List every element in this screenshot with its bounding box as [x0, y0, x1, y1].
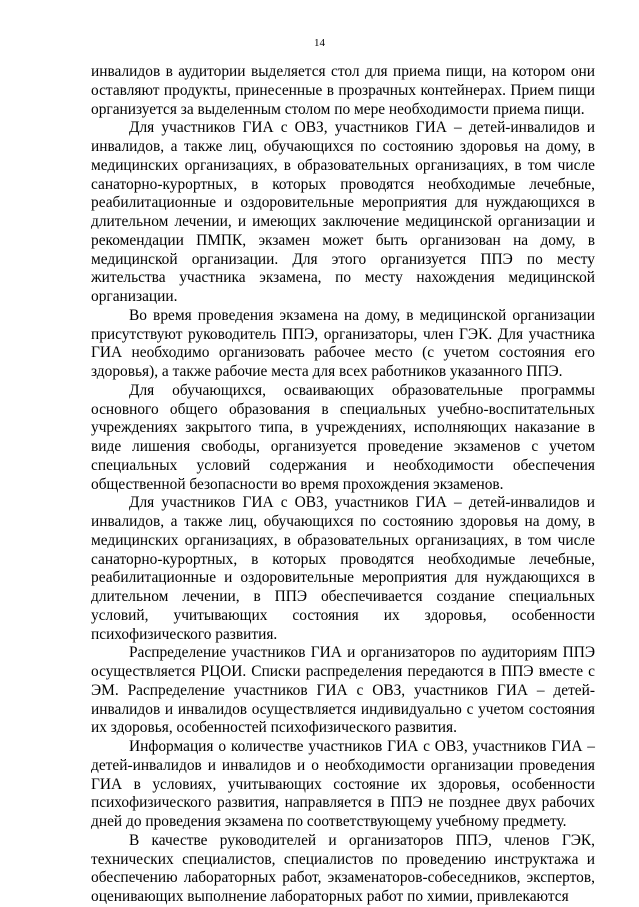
- document-body: [91, 63, 595, 907]
- paragraph-1: инвалидов в аудитории выделяется стол для приема пищи, на котором они оставляют продукты, принесенные в прозрачных контейнерах. Прием пищи организуется за выделенным столом по мере необходимости приема пищи.: [91, 63, 595, 118]
- paragraph-6: Распределение участников ГИА и организаторов по аудиториям ППЭ осуществляется РЦОИ. Списки распределения передаются в ППЭ вместе с ЭМ. Распределение участников ГИА с ОВЗ, участников ГИА – детей-инвалидов и инвалидов осуществляется индивидуально с учетом состояния их здоровья, особенностей психофизического развития.: [91, 644, 595, 737]
- paragraph-8: В качестве руководителей и организаторов ППЭ, членов ГЭК, технических специалистов, специалистов по проведению инструктажа и обеспечению лабораторных работ, экзаменаторов-собеседников, экспертов, оценивающих выполнение лабораторных работ по химии, привлекаются: [91, 831, 595, 905]
- page-number: 14: [314, 37, 325, 49]
- paragraph-3: Во время проведения экзамена на дому, в медицинской организации присутствуют руководитель ППЭ, организаторы, член ГЭК. Для участника ГИА необходимо организовать рабочее место (с учетом состояния его здоровья), а также рабочие места для всех работников указанного ППЭ.: [91, 306, 595, 380]
- paragraph-7: Информация о количестве участников ГИА с ОВЗ, участников ГИА – детей-инвалидов и инвалидов и о необходимости организации проведения ГИА в условиях, учитывающих состояние их здоровья, особенности психофизического развития, направляется в ППЭ не позднее двух рабочих дней до проведения экзамена по соответствующему учебному предмету.: [91, 738, 595, 830]
- paragraph-2: Для участников ГИА с ОВЗ, участников ГИА – детей-инвалидов и инвалидов, а также лиц, обучающихся по состоянию здоровья на дому, в медицинских организациях, в образовательных организациях, в том числе санаторно-курортных, в которых проводятся необходимые лечебные, реабилитационные и оздоровительные мероприятия для нуждающихся в длительном лечении, и имеющих заключение медицинской организации и рекомендации ПМПК, экзамен может быть организован на дому, в медицинской организации. Для этого организуется ППЭ по месту жительства участника экзамена, по месту нахождения медицинской организации.: [91, 119, 595, 305]
- paragraph-5: Для участников ГИА с ОВЗ, участников ГИА – детей-инвалидов и инвалидов, а также лиц, обучающихся по состоянию здоровья на дому, в медицинских организациях, в образовательных организациях, в том числе санаторно-курортных, в которых проводятся необходимые лечебные, реабилитационные и оздоровительные мероприятия для нуждающихся в длительном лечении, в ППЭ обеспечивается создание специальных условий, учитывающих состояния их здоровья, особенности психофизического развития.: [91, 494, 595, 643]
- paragraph-4: Для обучающихся, осваивающих образовательные программы основного общего образования в специальных учебно-воспитательных учреждениях закрытого типа, в учреждениях, исполняющих наказание в виде лишения свободы, организуется проведение экзаменов с учетом специальных условий содержания и необходимости обеспечения общественной безопасности во время прохождения экзаменов.: [91, 381, 595, 493]
